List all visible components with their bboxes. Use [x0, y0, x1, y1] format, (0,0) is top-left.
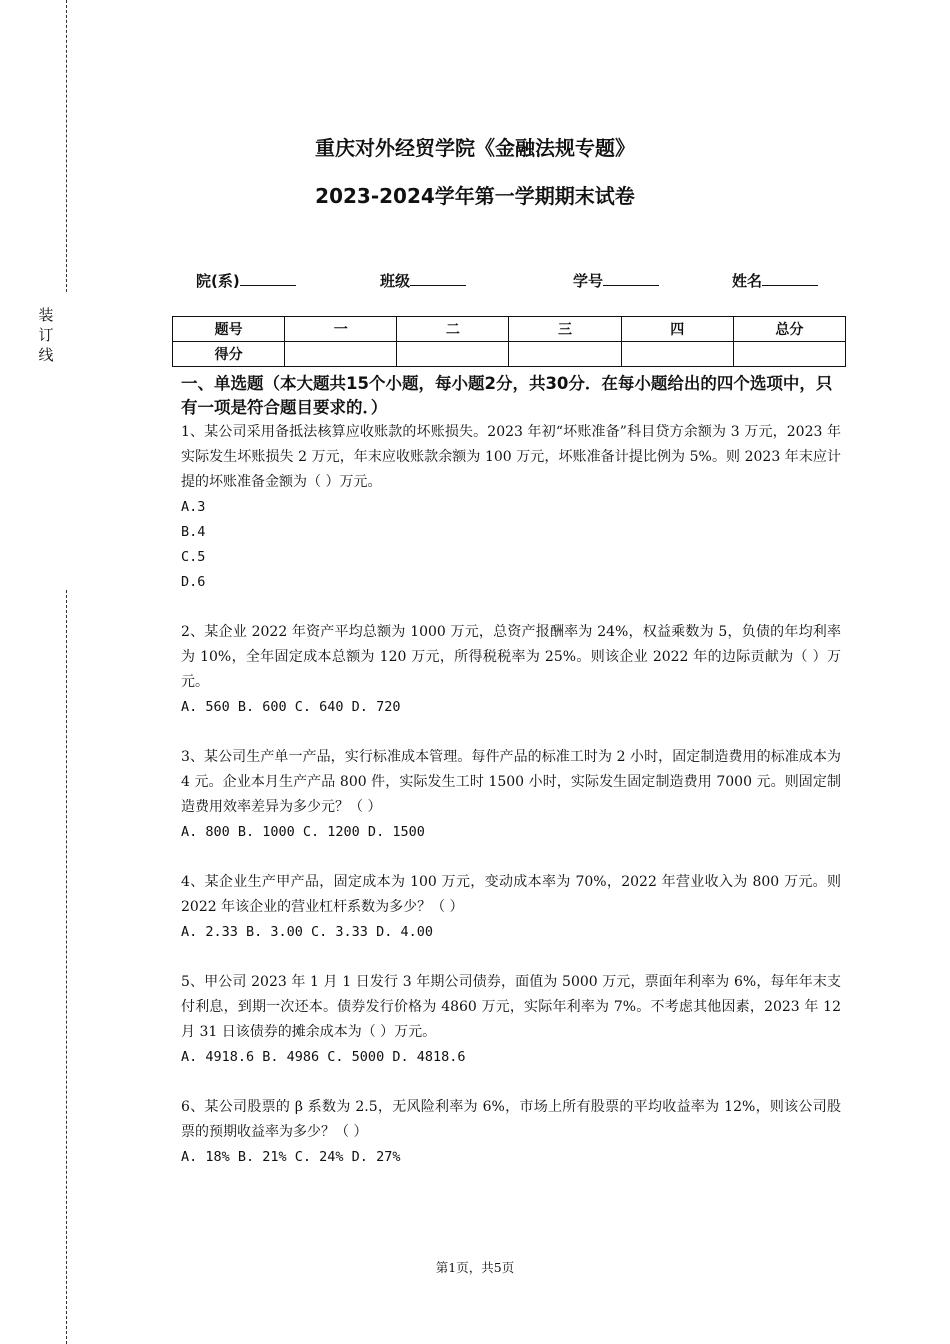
question-text: 6、某公司股票的 β 系数为 2.5，无风险利率为 6%，市场上所有股票的平均收益率为 12%，则该公司股票的预期收益率为多少？（ ） [181, 1099, 841, 1140]
score-cell[interactable] [285, 342, 397, 367]
question-option: A.3 [181, 499, 206, 515]
question-options: A. 18% B. 21% C. 24% D. 27% [181, 1149, 401, 1165]
section-heading: 一、单选题（本大题共15个小题，每小题2分，共30分．在每小题给出的四个选项中，只有一项是符合题目要求的．） [181, 374, 833, 417]
question-item [181, 745, 841, 845]
exam-title-line1: 重庆对外经贸学院《金融法规专题》 [315, 136, 635, 160]
binding-dashed-line-bottom [66, 590, 67, 1344]
question-option: D.6 [181, 574, 206, 590]
question-item [181, 970, 841, 1070]
question-item [181, 1095, 841, 1170]
info-field-class: 班级 [380, 270, 466, 291]
exam-title-line2: 2023-2024学年第一学期期末试卷 [315, 184, 635, 208]
question-options: A. 2.33 B. 3.00 C. 3.33 D. 4.00 [181, 924, 433, 940]
question-text: 2、某企业 2022 年资产平均总额为 1000 万元，总资产报酬率为 24%，权益乘数为 5，负债的年均利率为 10%，全年固定成本总额为 120 万元，所得税税率为 25%。则该企业 2022 年的边际贡献为（ ）万元。 [181, 624, 841, 690]
question-options: A. 4918.6 B. 4986 C. 5000 D. 4818.6 [181, 1049, 466, 1065]
student-id-blank[interactable] [603, 271, 659, 286]
binding-char: 线 [38, 346, 54, 364]
binding-char: 订 [38, 326, 54, 344]
question-item [181, 870, 841, 945]
question-text: 5、甲公司 2023 年 1 月 1 日发行 3 年期公司债券，面值为 5000 万元，票面年利率为 6%，每年年末支付利息，到期一次还本。债券发行价格为 4860 万元，实际年利率为 7%。不考虑其他因素，2023 年 12 月 31 日该债券的摊余成本为（ ）万元。 [181, 974, 841, 1040]
score-table [172, 316, 846, 367]
info-field-student-id: 学号 [573, 270, 659, 291]
score-table-score-row [173, 342, 846, 367]
department-blank[interactable] [240, 271, 296, 286]
question-item [181, 620, 841, 720]
score-table-header-cell: 三 [509, 317, 621, 342]
questions-list [181, 420, 841, 1170]
question-text: 4、某企业生产甲产品，固定成本为 100 万元，变动成本率为 70%，2022 年营业收入为 800 万元。则 2022 年该企业的营业杠杆系数为多少？（ ） [181, 874, 841, 915]
binding-char: 装 [38, 306, 54, 324]
info-field-name: 姓名 [732, 270, 818, 291]
page-number: 第1页，共5页 [435, 1260, 515, 1275]
score-table-header-row [173, 317, 846, 342]
info-field-department: 院(系) [196, 270, 296, 291]
score-cell[interactable] [509, 342, 621, 367]
class-blank[interactable] [410, 271, 466, 286]
student-info-row [0, 270, 950, 292]
question-text: 3、某公司生产单一产品，实行标准成本管理。每件产品的标准工时为 2 小时，固定制造费用的标准成本为 4 元。企业本月生产产品 800 件，实际发生工时 1500 小时，实际发生固定制造费用 7000 元。则固定制造费用效率差异为多少元？（ ） [181, 749, 841, 815]
score-table-header-cell: 一 [285, 317, 397, 342]
score-cell[interactable] [397, 342, 509, 367]
question-options: A. 800 B. 1000 C. 1200 D. 1500 [181, 824, 425, 840]
score-table-header-cell: 四 [621, 317, 733, 342]
score-cell[interactable] [733, 342, 845, 367]
name-blank[interactable] [762, 271, 818, 286]
question-option: B.4 [181, 524, 206, 540]
question-option: C.5 [181, 549, 206, 565]
score-cell[interactable] [621, 342, 733, 367]
score-row-label: 得分 [173, 342, 285, 367]
score-table-header-cell: 二 [397, 317, 509, 342]
question-text: 1、某公司采用备抵法核算应收账款的坏账损失。2023 年初“坏账准备”科目贷方余额为 3 万元，2023 年实际发生坏账损失 2 万元，年末应收账款余额为 100 万元，坏账准备计提比例为 5%。则 2023 年末应计提的坏账准备金额为（ ）万元。 [181, 424, 841, 490]
binding-label [36, 305, 56, 365]
question-options: A. 560 B. 600 C. 640 D. 720 [181, 699, 401, 715]
score-table-header-cell: 题号 [173, 317, 285, 342]
question-item [181, 420, 841, 595]
score-table-header-cell: 总分 [733, 317, 845, 342]
